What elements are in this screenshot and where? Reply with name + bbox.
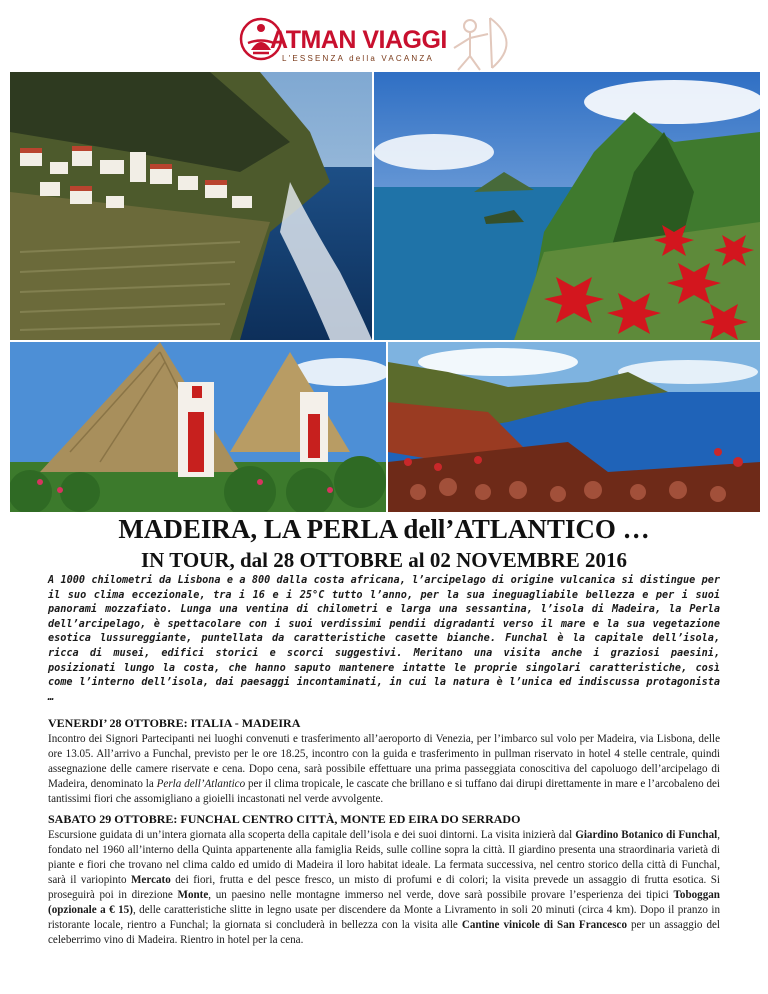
page-subtitle: IN TOUR, dal 28 OTTOBRE al 02 NOVEMBRE 2016 (140, 548, 627, 572)
page-title: MADEIRA, LA PERLA dell’ATLANTICO … (118, 514, 650, 544)
day-1-text-italic: Perla dell’Atlantico (156, 778, 246, 790)
day-2-title: SABATO 29 OTTOBRE: FUNCHAL CENTRO CITTÀ, MONTE ED EIRA DO SERRADO (48, 812, 521, 826)
header (0, 8, 768, 70)
day-2-highlight: Monte (177, 889, 209, 901)
day-2-text-part: , un paesino nelle montagne immerso nel verde, dove sarà possibile provare l’esperienza dei tipici (208, 889, 674, 901)
logo-decoration-icon (440, 12, 530, 72)
brand-name: ATMAN VIAGGI (270, 26, 447, 54)
day-2-highlight: Toboggan (opzionale a € 15) (48, 889, 720, 916)
day-1-text-part: per il clima tropicale, le cascate che brillano e si tuffano dai dirupi direttamente in mare e l’arcobaleno dei tantissimi fiori che assomigliano a gioielli incastonati nel verde avvolgente. (48, 778, 721, 805)
day-2-text-part: dei fiori, frutta e del pesce fresco, un misto di profumi e di colori; la visita prevede un assaggio di frutta esotica. Si proseguirà poi in direzione (48, 874, 720, 901)
day-2-highlight: Giardino Botanico di Funchal (575, 829, 718, 841)
day-2-highlight: Cantine vinicole di San Francesco (461, 919, 627, 931)
intro-paragraph: A 1000 chilometri da Lisbona e a 800 dalla costa africana, l’arcipelago di origine vulcanica si distingue per il suo clima eccezionale, tra i 16 e i 25°C tutto l’anno, per la sua ineguagliabile bellezza e per i suoi panorami mozzafiato. Lunga una ventina di chilometri e larga una sessantina, l’isola di Madeira, la Perla dell’arcipelago, è spettacolare con i suoi verdissimi pendii digradanti verso il mare e la sua vegetazione esotica lussureggiante, puntellata da caratteristiche casette bianche. Funchal è la capitale dell’isola, ricca di musei, edifici storici e scorci suggestivi. Meritano una visita anche i graziosi paesini, posizionati lungo la costa, che hanno saputo mantenere intatte le proprie singolari caratteristiche, così come l’interno dell’isola, dai paesaggi incontaminati, in cui la natura è l’unica ed indiscussa protagonista … (48, 575, 720, 703)
photo-headland-sea (388, 342, 760, 512)
day-2-text (48, 828, 720, 948)
day-2-text-part: Escursione guidata di un’intera giornata alla scoperta della capitale dell’isola e dei suoi dintorni. La visita inizierà dal (48, 829, 576, 841)
brand-tagline: L'ESSENZA della VACANZA (282, 54, 435, 63)
photo-thatched-houses (10, 342, 386, 512)
day-2-text-part: , delle caratteristiche slitte in legno usate per discendere da Monte a Livramento in soli 20 minuti (circa 4 km). Dopo il pranzo in ristorante locale, rientro a Funchal; la giornata si concluderà in bellezza con la visita alle (48, 904, 721, 931)
day-2-text-part: , fondato nel 1960 all’interno della Quinta appartenente alla famiglia Reids, sulle colline sopra la città. Il giardino presenta una straordinaria varietà di piante e fiori che trovano nel clima caldo ed umido di Madeira il loro habitat ideale. La fermata successiva, nel centro storico della città di Funchal, sarà il variopinto (48, 829, 720, 886)
photo-cliffs-poinsettias (374, 72, 760, 340)
day-1-text (48, 732, 720, 807)
day-1-text-part: Incontro dei Signori Partecipanti nei luoghi convenuti e trasferimento all’aeroporto di Venezia, per l’imbarco sul volo per Madeira, via Lisbona, delle ore 13.05. All’arrivo a Funchal, previsto per le ore 18.25, incontro con la guida e trasferimento in pullman riservato in hotel 4 stelle centrale, quindi assegnazione delle camere riservate e cena. Dopo cena, sarà possibile effettuare una prima passeggiata conoscitiva del capoluogo dell’arcipelago di Madeira, denominato la (48, 733, 720, 790)
photo-coastal-village (10, 72, 372, 340)
day-2-highlight: Mercato (130, 874, 171, 886)
day-2-text-part: per un assaggio del celeberrimo vino di Madeira. Rientro in hotel per la cena. (48, 919, 720, 946)
day-1-title: VENERDI’ 28 OTTOBRE: ITALIA - MADEIRA (48, 716, 301, 730)
photo-collage (10, 72, 760, 512)
